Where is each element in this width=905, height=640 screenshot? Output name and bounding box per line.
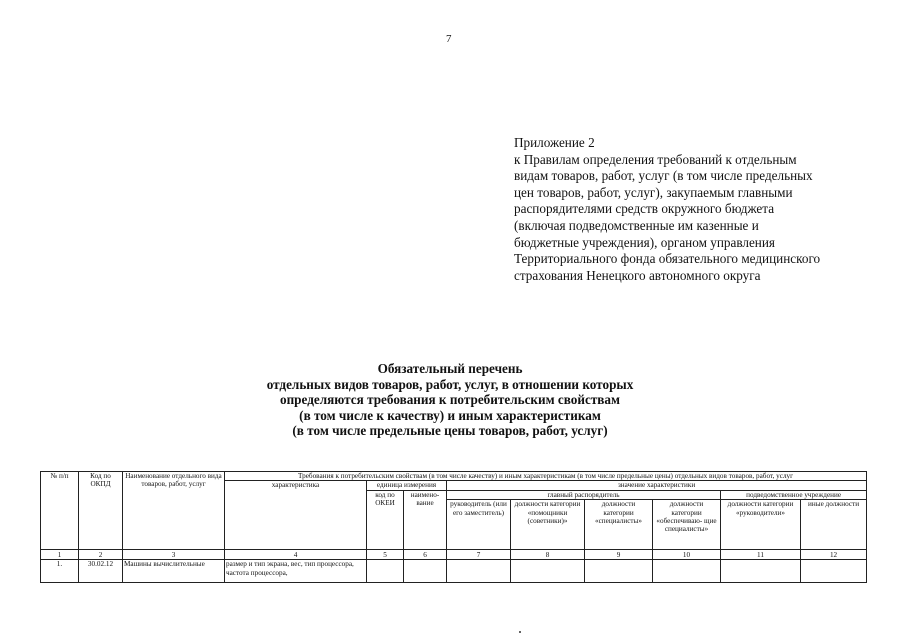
title-line: отдельных видов товаров, работ, услуг, в отношении которых bbox=[266, 376, 634, 392]
header-col-8: должности категории «помощники (советники)» bbox=[511, 500, 585, 550]
appendix-line: распорядителями средств окружного бюджета bbox=[514, 201, 775, 217]
header-row bbox=[41, 472, 867, 481]
header-col-10: должности категории «обеспечиваю- щие специалисты» bbox=[653, 500, 721, 550]
header-unit-name: наимено- вание bbox=[404, 490, 447, 549]
empty-cell bbox=[511, 560, 585, 583]
header-main-manager: главный распорядитель bbox=[447, 490, 721, 499]
header-okpd: Код по ОКПД bbox=[79, 472, 123, 550]
header-col-9: должности категории «специалисты» bbox=[585, 500, 653, 550]
header-unit: единица измерения bbox=[367, 481, 447, 490]
appendix-line: страхования Ненецкого автономного округа bbox=[514, 267, 761, 283]
empty-cell bbox=[447, 560, 511, 583]
row-name: Машины вычислительные bbox=[123, 560, 225, 583]
empty-cell bbox=[653, 560, 721, 583]
requirements-table bbox=[40, 471, 867, 583]
document-title bbox=[200, 361, 700, 439]
header-subordinate: подведомственное учреждение bbox=[721, 490, 867, 499]
column-number: 2 bbox=[79, 550, 123, 560]
header-name: Наименование отдельного вида товаров, работ, услуг bbox=[123, 472, 225, 550]
column-number: 9 bbox=[585, 550, 653, 560]
appendix-note bbox=[514, 135, 874, 284]
title-line: Обязательный перечень bbox=[377, 361, 523, 376]
header-col-7: руководитель (или его заместитель) bbox=[447, 500, 511, 550]
empty-cell bbox=[721, 560, 801, 583]
appendix-line: видам товаров, работ, услуг (в том числе предельных bbox=[514, 168, 813, 184]
title-line: (в том числе предельные цены товаров, работ, услуг) bbox=[292, 423, 608, 439]
header-col-11: должности категории «руководители» bbox=[721, 500, 801, 550]
page-number: 7 bbox=[446, 33, 452, 45]
appendix-line: Приложение 2 bbox=[514, 135, 595, 150]
column-number: 7 bbox=[447, 550, 511, 560]
appendix-line: бюджетные учреждения), органом управления bbox=[514, 234, 775, 250]
title-line: определяются требования к потребительским свойствам bbox=[279, 392, 620, 408]
empty-cell bbox=[367, 560, 404, 583]
column-number: 5 bbox=[367, 550, 404, 560]
empty-cell bbox=[585, 560, 653, 583]
appendix-line: (включая подведомственные им казенные и bbox=[514, 217, 759, 233]
header-no: № п/п bbox=[41, 472, 79, 550]
row-okpd: 30.02.12 bbox=[79, 560, 123, 583]
appendix-line: Территориального фонда обязательного медицинского bbox=[514, 251, 821, 267]
appendix-line: цен товаров, работ, услуг), закупаемым главными bbox=[514, 184, 793, 200]
row-characteristic: размер и тип экрана, вес, тип процессора, частота процессора, bbox=[225, 560, 367, 583]
column-number: 12 bbox=[801, 550, 867, 560]
column-number: 10 bbox=[653, 550, 721, 560]
column-number: 6 bbox=[404, 550, 447, 560]
column-number: 3 bbox=[123, 550, 225, 560]
header-col-12: иные должности bbox=[801, 500, 867, 550]
header-okei: код по ОКЕИ bbox=[367, 490, 404, 549]
header-characteristic: характеристика bbox=[225, 481, 367, 550]
header-value: значение характеристики bbox=[447, 481, 867, 490]
table-row bbox=[41, 560, 867, 583]
header-requirements: Требования к потребительским свойствам (в том числе качеству) и иным характеристикам (в том числе предельные цены) отдельных видов товаров, работ, услуг bbox=[225, 472, 867, 481]
empty-cell bbox=[801, 560, 867, 583]
column-number: 4 bbox=[225, 550, 367, 560]
empty-cell bbox=[404, 560, 447, 583]
title-line: (в том числе к качеству) и иным характеристикам bbox=[299, 407, 601, 423]
column-number-row bbox=[41, 550, 867, 560]
column-number: 8 bbox=[511, 550, 585, 560]
column-number: 1 bbox=[41, 550, 79, 560]
column-number: 11 bbox=[721, 550, 801, 560]
appendix-line: к Правилам определения требований к отдельным bbox=[514, 151, 797, 167]
scan-speck bbox=[519, 631, 521, 633]
row-no: 1. bbox=[41, 560, 79, 583]
